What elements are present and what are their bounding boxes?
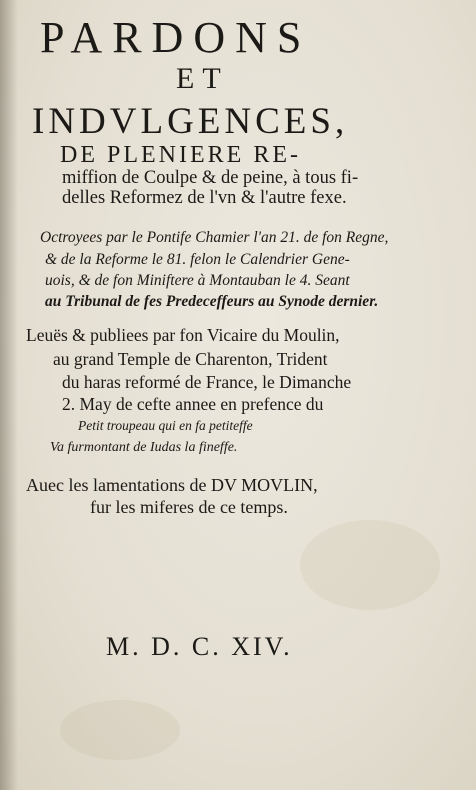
italic-line-1: Octroyees par le Pontife Chamier l'an 21. de fon Regne,	[40, 229, 389, 246]
verse-line-1: Petit troupeau qui en fa petiteffe	[78, 418, 253, 433]
binding-shadow	[0, 0, 18, 790]
italic-line-3: uois, & de fon Miniftere à Montauban le 4. Seant	[45, 272, 350, 289]
publication-date: M. D. C. XIV.	[106, 632, 293, 661]
title-pardons: PARDONS	[40, 13, 312, 62]
subtitle-line-1: DE PLENIERE RE-	[60, 142, 301, 168]
roman-line-2: au grand Temple de Charenton, Trident	[53, 349, 328, 369]
lamentations-line-1: Auec les lamentations de DV MOVLIN,	[26, 475, 318, 495]
italic-line-4: au Tribunal de fes Predeceffeurs au Synode dernier.	[45, 293, 379, 310]
italic-line-2: & de la Reforme le 81. felon le Calendrier Gene-	[45, 251, 350, 268]
verse-line-2: Va furmontant de Iudas la fineffe.	[50, 440, 238, 455]
title-indulgences: INDVLGENCES,	[32, 101, 349, 142]
paper-stain	[300, 520, 440, 610]
lamentations-line-2: fur les miferes de ce temps.	[90, 497, 288, 517]
roman-line-1: Leuës & publiees par fon Vicaire du Moulin,	[26, 325, 340, 345]
roman-line-4: 2. May de cefte annee en prefence du	[62, 394, 324, 414]
roman-line-3: du haras reformé de France, le Dimanche	[62, 372, 352, 392]
subtitle-line-2: miffion de Coulpe & de peine, à tous fi-	[62, 168, 359, 188]
subtitle-line-3: delles Reformez de l'vn & l'autre fexe.	[62, 188, 347, 208]
title-et: ET	[176, 62, 229, 95]
paper-stain	[60, 700, 180, 760]
